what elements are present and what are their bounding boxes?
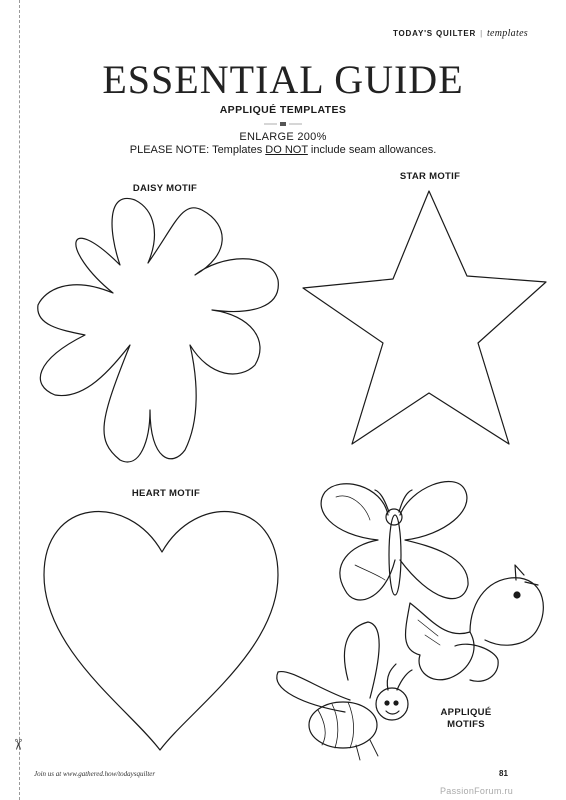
page-subtitle: APPLIQUÉ TEMPLATES — [219, 104, 347, 116]
daisy-motif — [38, 198, 279, 462]
emphasis-text: DO NOT — [265, 144, 308, 156]
header-separator: | — [480, 29, 483, 38]
enlarge-instruction: ENLARGE 200% — [239, 131, 327, 143]
page-title: ESSENTIAL GUIDE — [102, 57, 464, 102]
watermark: PassionForum.ru — [440, 786, 514, 796]
bird-motif — [406, 565, 544, 681]
butterfly-motif — [321, 481, 468, 600]
magazine-name: TODAY'S QUILTER — [392, 29, 477, 38]
daisy-motif-label: DAISY MOTIF — [132, 183, 198, 194]
bee-motif — [277, 622, 412, 760]
page-number: 81 — [499, 769, 508, 778]
footer-url: Join us at www.gathered.how/todaysquilter — [34, 770, 156, 778]
applique-motifs-label: APPLIQUÉ MOTIFS — [440, 707, 492, 730]
scissors-icon: ✂ — [8, 738, 26, 751]
seam-allowance-note: PLEASE NOTE: Templates DO NOT include seam allowances. — [129, 144, 437, 156]
heart-motif — [44, 512, 278, 750]
heart-motif-label: HEART MOTIF — [131, 488, 201, 499]
star-motif — [303, 191, 546, 444]
section-name: templates — [486, 28, 528, 39]
star-motif-label: STAR MOTIF — [399, 171, 461, 182]
